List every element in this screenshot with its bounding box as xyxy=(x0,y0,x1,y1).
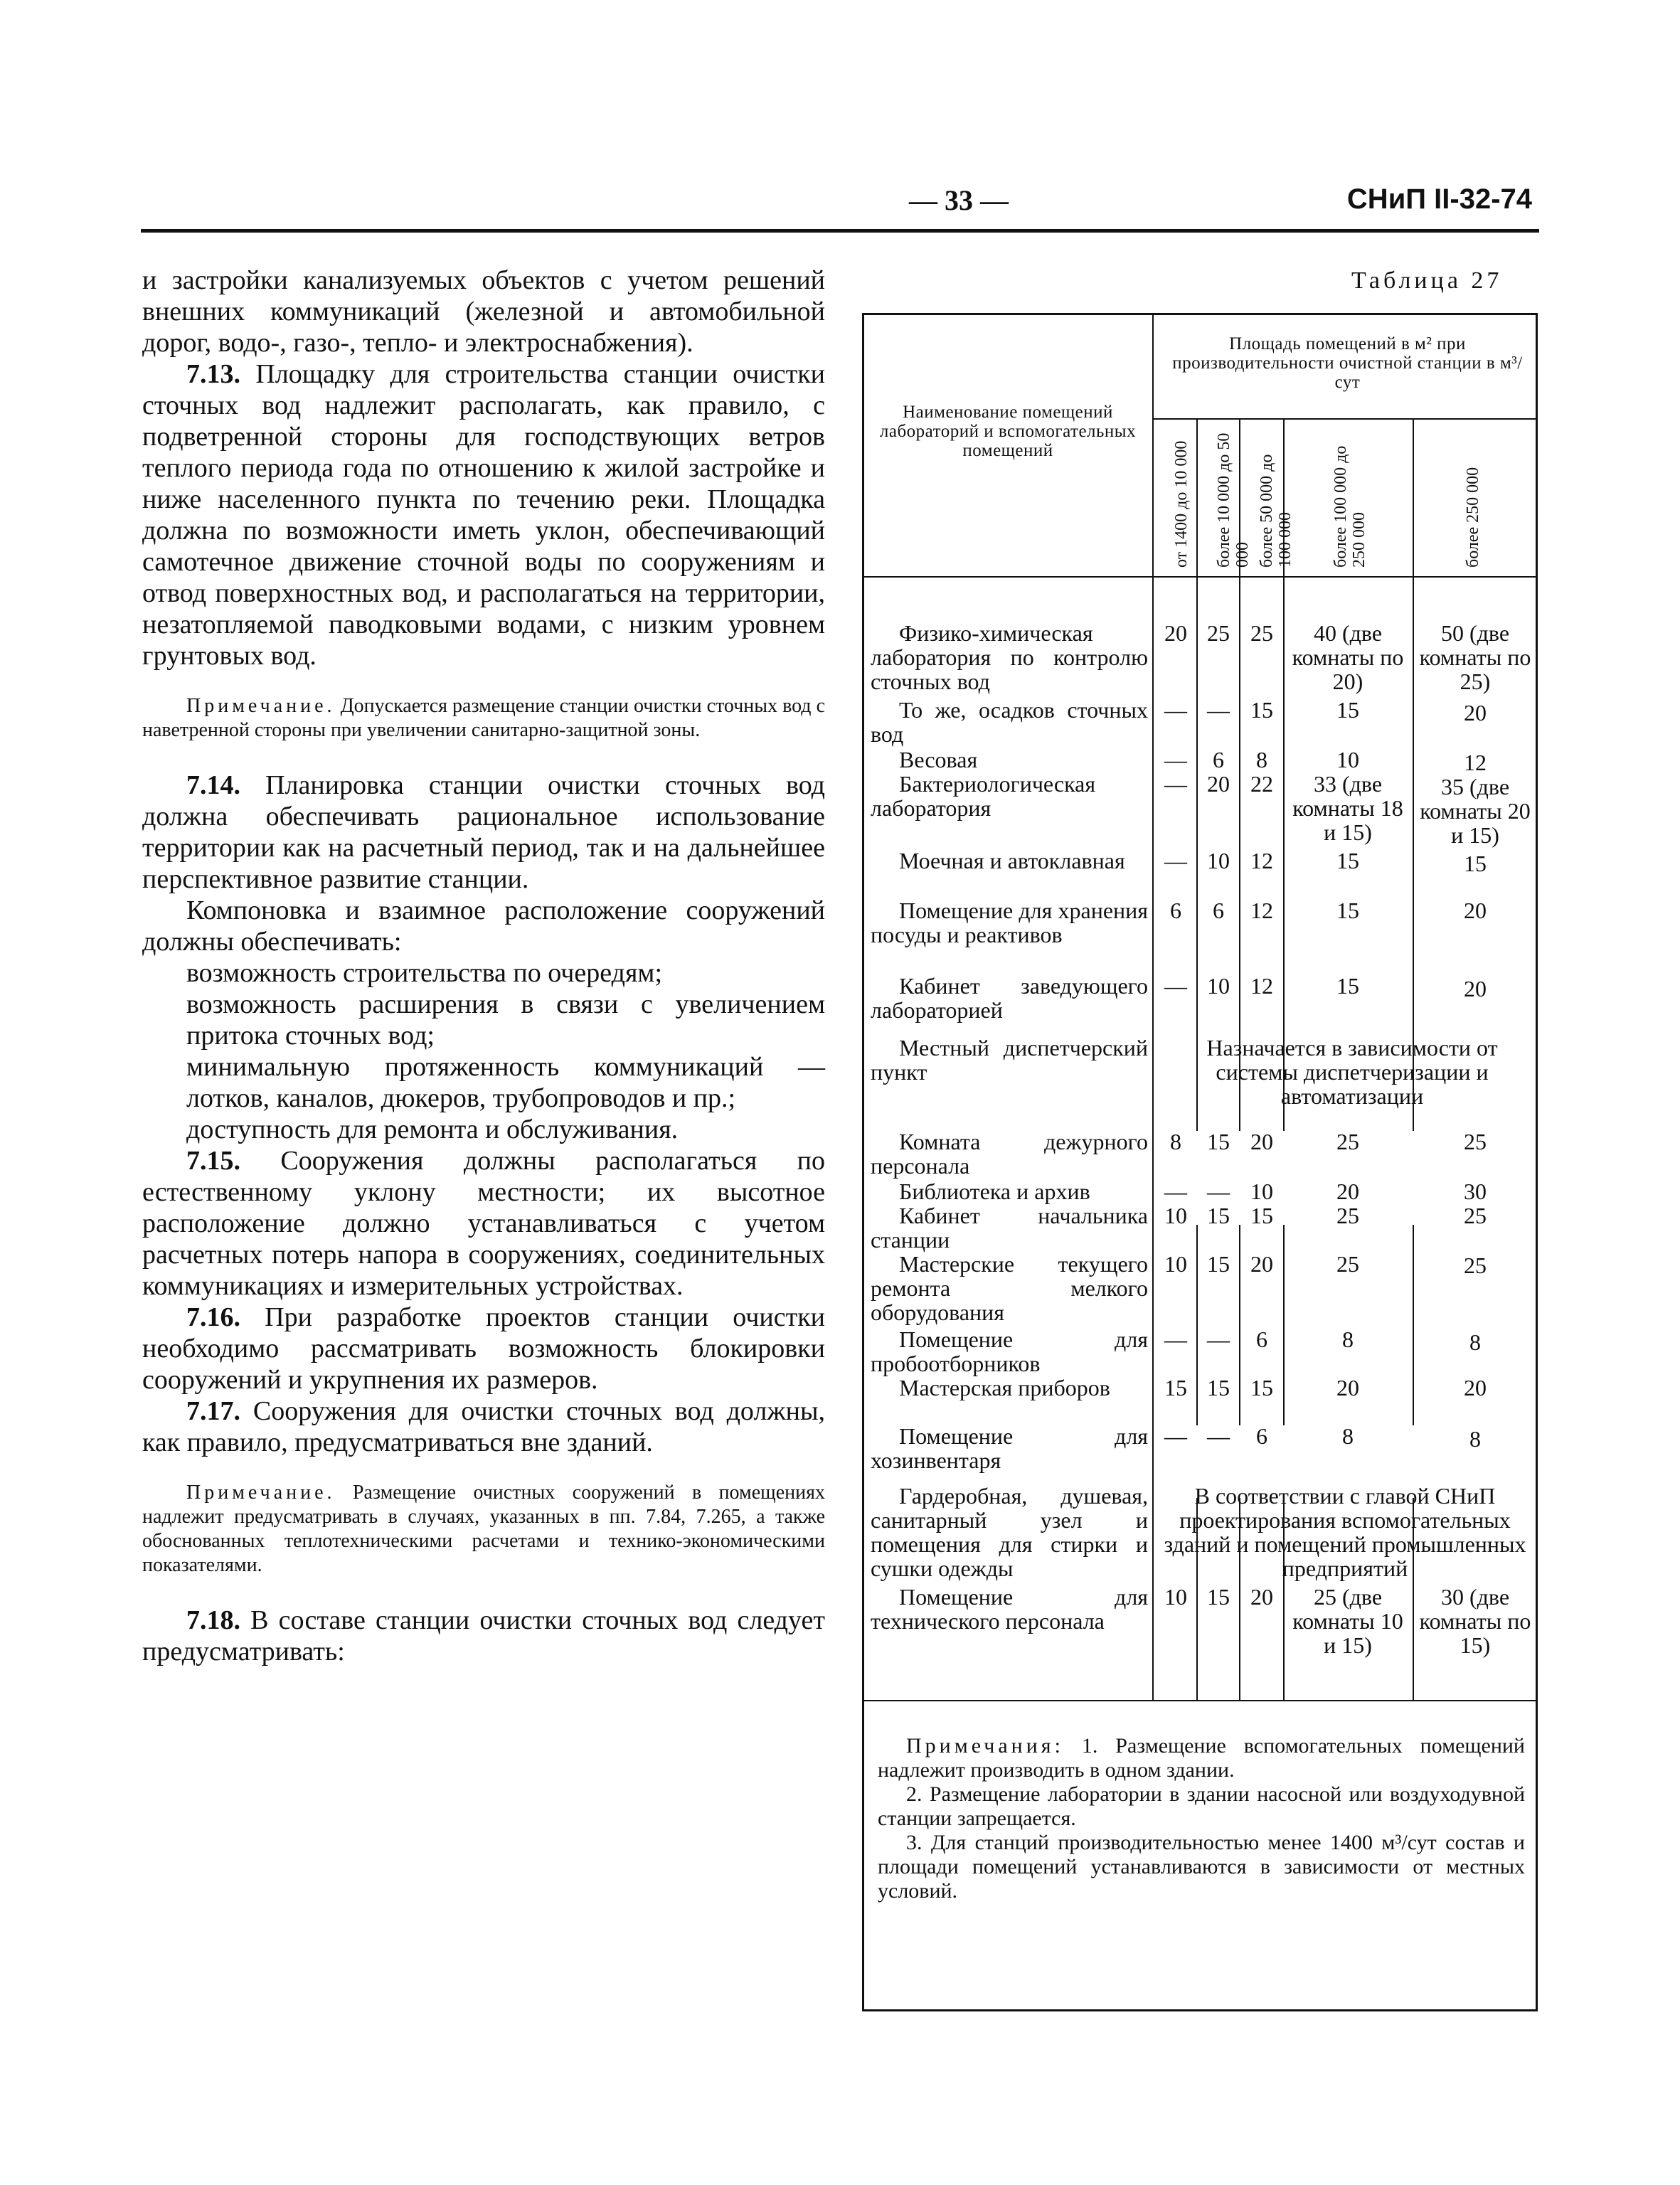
table-left-border xyxy=(862,313,864,2011)
clause-text: При разработке проектов станции очистки необходимо рассматривать возможность блокировки сооружений и укрупнения их размеров. xyxy=(142,1302,825,1395)
table-cell: 20 xyxy=(1464,976,1487,1001)
table-cell: 15 xyxy=(1464,851,1487,876)
table-cell: 25 xyxy=(1250,620,1273,646)
note-text: Допускается размещение станции очистки сточных вод с наветренной стороны при увеличении санитарно-защитной зоны. xyxy=(142,695,825,741)
table-cell: 12 xyxy=(1250,848,1273,873)
header-area: Площадь помещений в м² при производительности очистной станции в м³/сут xyxy=(1172,334,1523,392)
table-note: 2. Размещение лаборатории в здании насосной или воздуходувной станции запрещается. xyxy=(878,1782,1525,1830)
table-cell: — xyxy=(1207,1423,1230,1449)
table-27 xyxy=(862,313,1538,2011)
table-cell: 30 xyxy=(1464,1179,1487,1204)
note-label: Примечание. xyxy=(186,1482,336,1504)
table-cell: 25 xyxy=(1336,1129,1359,1154)
spanning-cell: Назначается в зависимости от системы диспетчеризации и автоматизации xyxy=(1206,1035,1498,1109)
table-cell: — xyxy=(1207,1327,1230,1352)
table-cell: 8 xyxy=(1469,1329,1481,1355)
col-header: более 100 000 до 250 000 xyxy=(1331,445,1368,568)
header-rule xyxy=(141,229,1539,233)
table-cell: 15 xyxy=(1207,1251,1230,1277)
table-body-end-rule xyxy=(862,1700,1538,1701)
col-divider xyxy=(1413,1225,1414,1425)
table-cell: 8 xyxy=(1256,747,1267,772)
table-cell: 25 xyxy=(1464,1129,1487,1154)
row-name: Библиотека и архив xyxy=(899,1179,1090,1204)
row-name: Помещение для хозинвентаря xyxy=(871,1423,1148,1473)
table-cell: 20 xyxy=(1250,1251,1273,1277)
col-header: более 10 000 до 50 000 xyxy=(1215,432,1252,568)
table-cell: 15 xyxy=(1207,1375,1230,1400)
paragraph-7-13 xyxy=(142,358,825,671)
clause-text: В составе станции очистки сточных вод следует предусматривать: xyxy=(142,1605,825,1666)
table-caption: Таблица 27 xyxy=(1351,267,1503,294)
table-cell: 40 (две комнаты по 20) xyxy=(1292,620,1404,694)
table-cell: — xyxy=(1164,771,1187,797)
row-name: Бактериологическая лаборатория xyxy=(871,771,1096,821)
table-cell: 25 xyxy=(1336,1251,1359,1277)
clause-number: 7.16. xyxy=(186,1302,240,1332)
table-cell: 10 xyxy=(1164,1251,1187,1277)
table-cell: 22 xyxy=(1250,771,1273,797)
note-7-17 xyxy=(142,1481,825,1578)
table-cell: — xyxy=(1164,1179,1187,1204)
table-cell: 20 xyxy=(1336,1375,1359,1400)
table-cell: — xyxy=(1164,848,1187,873)
clause-text: Планировка станции очистки сточных вод должна обеспечивать рациональное использование территории как на расчетный период, так и на дальнейшее перспективное развитие станции. xyxy=(142,770,825,894)
row-name: Физико-химическая лаборатория по контролю сточных вод xyxy=(871,620,1148,694)
row-name: То же, осадков сточных вод xyxy=(871,697,1148,747)
table-cell: 25 xyxy=(1464,1203,1487,1228)
clause-text: Сооружения для очистки сточных вод должны, как правило, предусматриваться вне зданий. xyxy=(142,1396,825,1457)
row-name: Моечная и автоклавная xyxy=(899,848,1125,873)
table-cell: 30 (две комнаты по 15) xyxy=(1419,1584,1531,1658)
note-7-13 xyxy=(142,694,825,743)
table-cell: 15 xyxy=(1336,898,1359,923)
table-cell: 15 xyxy=(1207,1129,1230,1154)
table-cell: 10 xyxy=(1207,848,1230,873)
table-cell: 6 xyxy=(1256,1327,1267,1352)
table-cell: 10 xyxy=(1207,973,1230,999)
clause-number: 7.17. xyxy=(186,1396,240,1426)
note-text: Размещение очистных сооружений в помещениях надлежит предусматривать в случаях, указанных в пп. 7.84, 7.265, а также обоснованных теплотехническими расчетами и технико-экономическими показателями. xyxy=(142,1482,825,1576)
table-cell: 12 xyxy=(1250,898,1273,923)
clause-number: 7.18. xyxy=(186,1605,240,1635)
table-cell: 6 xyxy=(1256,1423,1267,1449)
col-header: от 1400 до 10 000 xyxy=(1172,440,1191,568)
list-item: минимальную протяженность коммуникаций — лотков, каналов, дюкеров, трубопроводов и пр.; xyxy=(186,1052,825,1113)
list-item: доступность для ремонта и обслуживания. xyxy=(186,1115,679,1144)
table-cell: 8 xyxy=(1342,1327,1354,1352)
table-cell: 12 xyxy=(1464,750,1487,775)
row-name: Весовая xyxy=(899,747,978,772)
notes-label: Примечания: xyxy=(906,1734,1064,1758)
header-divider xyxy=(1152,313,1154,1700)
table-cell: 6 xyxy=(1213,747,1224,772)
row-name: Мастерские текущего ремонта мелкого оборудования xyxy=(871,1251,1148,1325)
table-cell: — xyxy=(1164,697,1187,723)
header-subdivider xyxy=(1152,418,1538,420)
row-name: Помещение для хранения посуды и реактивов xyxy=(871,898,1148,947)
table-cell: 15 xyxy=(1250,1375,1273,1400)
col-divider xyxy=(1283,1225,1285,1425)
list-item: возможность расширения в связи с увеличением притока сточных вод; xyxy=(186,989,825,1051)
table-cell: — xyxy=(1207,1179,1230,1204)
table-cell: 20 xyxy=(1164,620,1187,646)
table-cell: — xyxy=(1164,973,1187,999)
table-cell: — xyxy=(1207,697,1230,723)
left-column xyxy=(142,265,825,1667)
header-bottom-rule xyxy=(862,576,1538,578)
spanning-cell: В соответствии с главой СНиП проектирования вспомогательных зданий и помещений промышленных предприятий xyxy=(1164,1483,1526,1581)
table-cell: — xyxy=(1164,1423,1187,1449)
table-cell: — xyxy=(1164,747,1187,772)
clause-text: Площадку для строительства станции очистки сточных вод надлежит располагать, как правило, с подветренной стороны для господствующих ветров теплого периода года по отношению к жилой застройке и ниже населенного пункта по течению реки. Площадка должна по возможности иметь уклон, обеспечивающий самотечное движение сточной воды по сооружениям и отвод поверхностных вод, и располагаться на территории, незатопляемой паводковыми водами, с низким уровнем грунтовых вод. xyxy=(142,359,825,671)
table-cell: 6 xyxy=(1213,898,1224,923)
list-item: возможность строительства по очередям; xyxy=(186,958,663,988)
table-cell: 20 xyxy=(1336,1179,1359,1204)
col-header: более 50 000 до 100 000 xyxy=(1258,454,1294,568)
row-name: Кабинет начальника станции xyxy=(871,1203,1148,1253)
page-header xyxy=(141,184,1539,226)
table-cell: 15 xyxy=(1164,1375,1187,1400)
clause-text: Сооружения должны располагаться по естественному уклону местности; их высотное расположение должно устанавливаться с учетом расчетных потерь напора в сооружениях, соединительных коммуникациях и измерительных устройствах. xyxy=(142,1146,825,1301)
table-cell: 15 xyxy=(1336,697,1359,723)
col-divider xyxy=(1413,420,1414,1131)
paragraph-7-16 xyxy=(142,1302,825,1395)
table-cell: 8 xyxy=(1342,1423,1354,1449)
note-text: 1. Размещение вспомогательных помещений надлежит производить в одном здании. xyxy=(878,1734,1525,1782)
col-header: более 250 000 xyxy=(1464,467,1482,568)
row-name: Кабинет заведующего лабораторией xyxy=(871,973,1148,1023)
table-cell: 25 (две комнаты 10 и 15) xyxy=(1292,1584,1403,1658)
table-cell: 25 xyxy=(1464,1253,1487,1278)
table-cell: 8 xyxy=(1170,1129,1181,1154)
clause-number: 7.14. xyxy=(186,770,240,800)
paragraph-7-14 xyxy=(142,770,825,895)
table-notes xyxy=(878,1734,1525,1903)
row-name: Гардеробная, душевая, санитарный узел и помещения для стирки и сушки одежды xyxy=(871,1483,1148,1581)
table-cell: 15 xyxy=(1207,1584,1230,1610)
row-name: Местный диспетчерский пункт xyxy=(871,1035,1148,1085)
paragraph-intro: и застройки канализуемых объектов с учетом решений внешних коммуникаций (железной и автомобильной дорог, водо-, газо-, тепло- и электроснабжения). xyxy=(142,265,825,358)
table-cell: 25 xyxy=(1207,620,1230,646)
header-name-column: Наименование помещений лабораторий и вспомогательных помещений xyxy=(879,403,1137,460)
table-top-border xyxy=(862,313,1538,315)
table-right-border xyxy=(1536,313,1538,2011)
table-cell: 12 xyxy=(1250,973,1273,999)
table-cell: 10 xyxy=(1250,1179,1273,1204)
row-name: Помещение для технического персонала xyxy=(871,1584,1148,1634)
table-cell: 50 (две комнаты по 25) xyxy=(1419,620,1531,694)
note-label: Примечание. xyxy=(186,695,336,717)
table-cell: 15 xyxy=(1336,973,1359,999)
table-cell: 25 xyxy=(1336,1203,1359,1228)
table-cell: — xyxy=(1164,1327,1187,1352)
paragraph-7-17 xyxy=(142,1395,825,1458)
paragraph-7-15 xyxy=(142,1145,825,1302)
table-cell: 33 (две комнаты 18 и 15) xyxy=(1292,771,1403,845)
table-cell: 20 xyxy=(1464,1375,1487,1400)
page-number: — 33 — xyxy=(909,184,1009,216)
paragraph-7-14-b: Компоновка и взаимное расположение сооружений должны обеспечивать: xyxy=(142,895,825,957)
table-cell: 15 xyxy=(1250,1203,1273,1228)
row-name: Комната дежурного персонала xyxy=(871,1129,1148,1179)
paragraph-7-18 xyxy=(142,1605,825,1667)
table-cell: 20 xyxy=(1207,771,1230,797)
table-cell: 6 xyxy=(1170,898,1181,923)
table-bottom-border xyxy=(862,2009,1538,2011)
table-cell: 20 xyxy=(1464,700,1487,725)
table-cell: 15 xyxy=(1250,697,1273,723)
table-cell: 20 xyxy=(1250,1584,1273,1610)
table-cell: 20 xyxy=(1250,1129,1273,1154)
row-name: Мастерская приборов xyxy=(899,1375,1110,1400)
table-cell: 15 xyxy=(1207,1203,1230,1228)
table-cell: 15 xyxy=(1336,848,1359,873)
clause-number: 7.15. xyxy=(186,1146,240,1176)
table-cell: 10 xyxy=(1164,1203,1187,1228)
document-code: СНиП II-32-74 xyxy=(1346,184,1532,215)
row-name: Помещение для пробоотборников xyxy=(871,1327,1148,1376)
clause-number: 7.13. xyxy=(186,359,240,389)
table-cell: 35 (две комнаты 20 и 15) xyxy=(1420,774,1531,848)
table-note: 3. Для станций производительностью менее 1400 м³/сут состав и площади помещений устанавливаются в зависимости от местных условий. xyxy=(878,1831,1525,1903)
table-cell: 10 xyxy=(1164,1584,1187,1610)
table-note xyxy=(878,1734,1525,1782)
table-cell: 8 xyxy=(1469,1426,1481,1452)
table-cell: 20 xyxy=(1464,898,1487,923)
table-cell: 10 xyxy=(1336,747,1359,772)
